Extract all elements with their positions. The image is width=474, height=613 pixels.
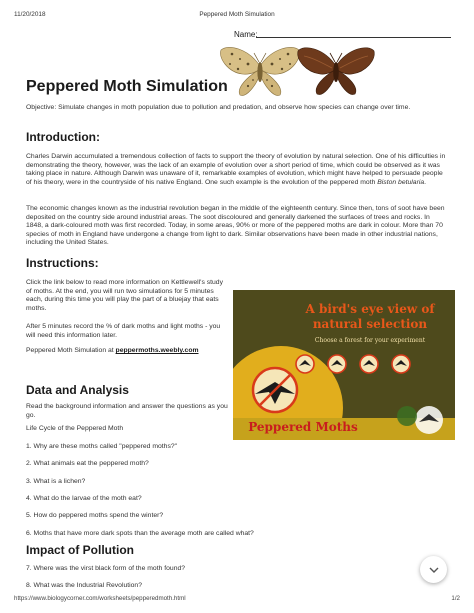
simulation-link-line [26, 347, 236, 356]
name-field-line [256, 37, 451, 38]
page-title: Peppered Moth Simulation [26, 78, 228, 95]
header-title: Peppered Moth Simulation [199, 11, 275, 18]
instructions-heading: Instructions: [26, 256, 99, 270]
question-1: 1. Why are these moths called "peppered moths?" [26, 443, 178, 450]
question-6: 6. Moths that have more dark spots than the average moth are called what? [26, 530, 254, 537]
question-8: 8. What was the Industrial Revolution? [26, 582, 142, 589]
scroll-down-button[interactable] [420, 556, 447, 583]
instructions-paragraph-1: Click the link below to read more information on Kettlewell's study of moths. At the end, you will run two simulations for 5 minutes each, during this time you will play the part of a bluejay that eats moths. [26, 279, 223, 312]
introduction-heading: Introduction: [26, 130, 100, 144]
introduction-text-1-end: . [424, 178, 427, 186]
poster-title-line-2: natural selection [312, 317, 428, 331]
header-date: 11/20/2018 [14, 11, 46, 18]
light-moth-icon [218, 42, 302, 100]
footer-page-number: 1/2 [451, 595, 460, 602]
poster-title-line-1: A bird's eye view of [305, 302, 435, 316]
question-3: 3. What is a lichen? [26, 478, 86, 485]
question-7: 7. Where was the virst black form of the moth found? [26, 565, 186, 572]
poster-bottom-title: Peppered Moths [248, 420, 358, 434]
poster-subtitle: Choose a forest for your experiment [314, 337, 426, 344]
question-4: 4. What do the larvae of the moth eat? [26, 495, 142, 502]
introduction-paragraph-2: The economic changes known as the industrial revolution began in the middle of the eighteenth century. Since then, tons of soot have been deposited on the country side around industrial areas. The soot discoloured and generally darkened the surfaces of trees and rocks. In 1848, a dark-coloured moth was first recorded. Today, in some areas, 90% or more of the peppered moths are dark in colour. More than 70 species of moth in England have undergone a change from light to dark. Similar observations have been made in other industrial nations, including the United States. [26, 205, 445, 247]
chevron-down-icon [428, 564, 440, 576]
data-analysis-heading: Data and Analysis [26, 383, 129, 397]
impact-of-pollution-heading: Impact of Pollution [26, 543, 134, 557]
footer-url: https://www.biologycorner.com/worksheets/pepperedmoth.html [14, 595, 186, 602]
introduction-text-1: Charles Darwin accumulated a tremendous collection of facts to support the theory of evolution by natural selection. One of his difficulties in demonstrating the theory, however, was the lack of an example of evolution over a short period of time, which could be observed as it was taking place in nature. Although Darwin was unaware of it, remarkable examples of evolution, which might have helped to persuade people of his theory, were in the countryside of his native England. One such example is the evolution of the peppered moth [26, 153, 446, 186]
introduction-paragraph-1 [26, 153, 446, 187]
name-label: Name: [234, 30, 258, 39]
question-5: 5. How do peppered moths spend the winter? [26, 512, 164, 519]
species-name: Biston betularia [377, 178, 425, 186]
instructions-paragraph-2: After 5 minutes record the % of dark moths and light moths - you will need this information later. [26, 323, 221, 339]
objective-text: Objective: Simulate changes in moth population due to pollution and predation, and observe how species can change over time. [26, 104, 411, 111]
life-cycle-subheading: Life Cycle of the Peppered Moth [26, 425, 124, 432]
analysis-intro: Read the background information and answer the questions as you go. [26, 403, 228, 419]
simulation-link-prefix: Peppered Moth Simulation at [26, 347, 116, 354]
dark-moth-icon [296, 42, 376, 98]
natural-selection-poster [233, 290, 455, 440]
simulation-link[interactable]: peppermoths.weebly.com [115, 347, 199, 354]
question-2: 2. What animals eat the peppered moth? [26, 460, 149, 467]
